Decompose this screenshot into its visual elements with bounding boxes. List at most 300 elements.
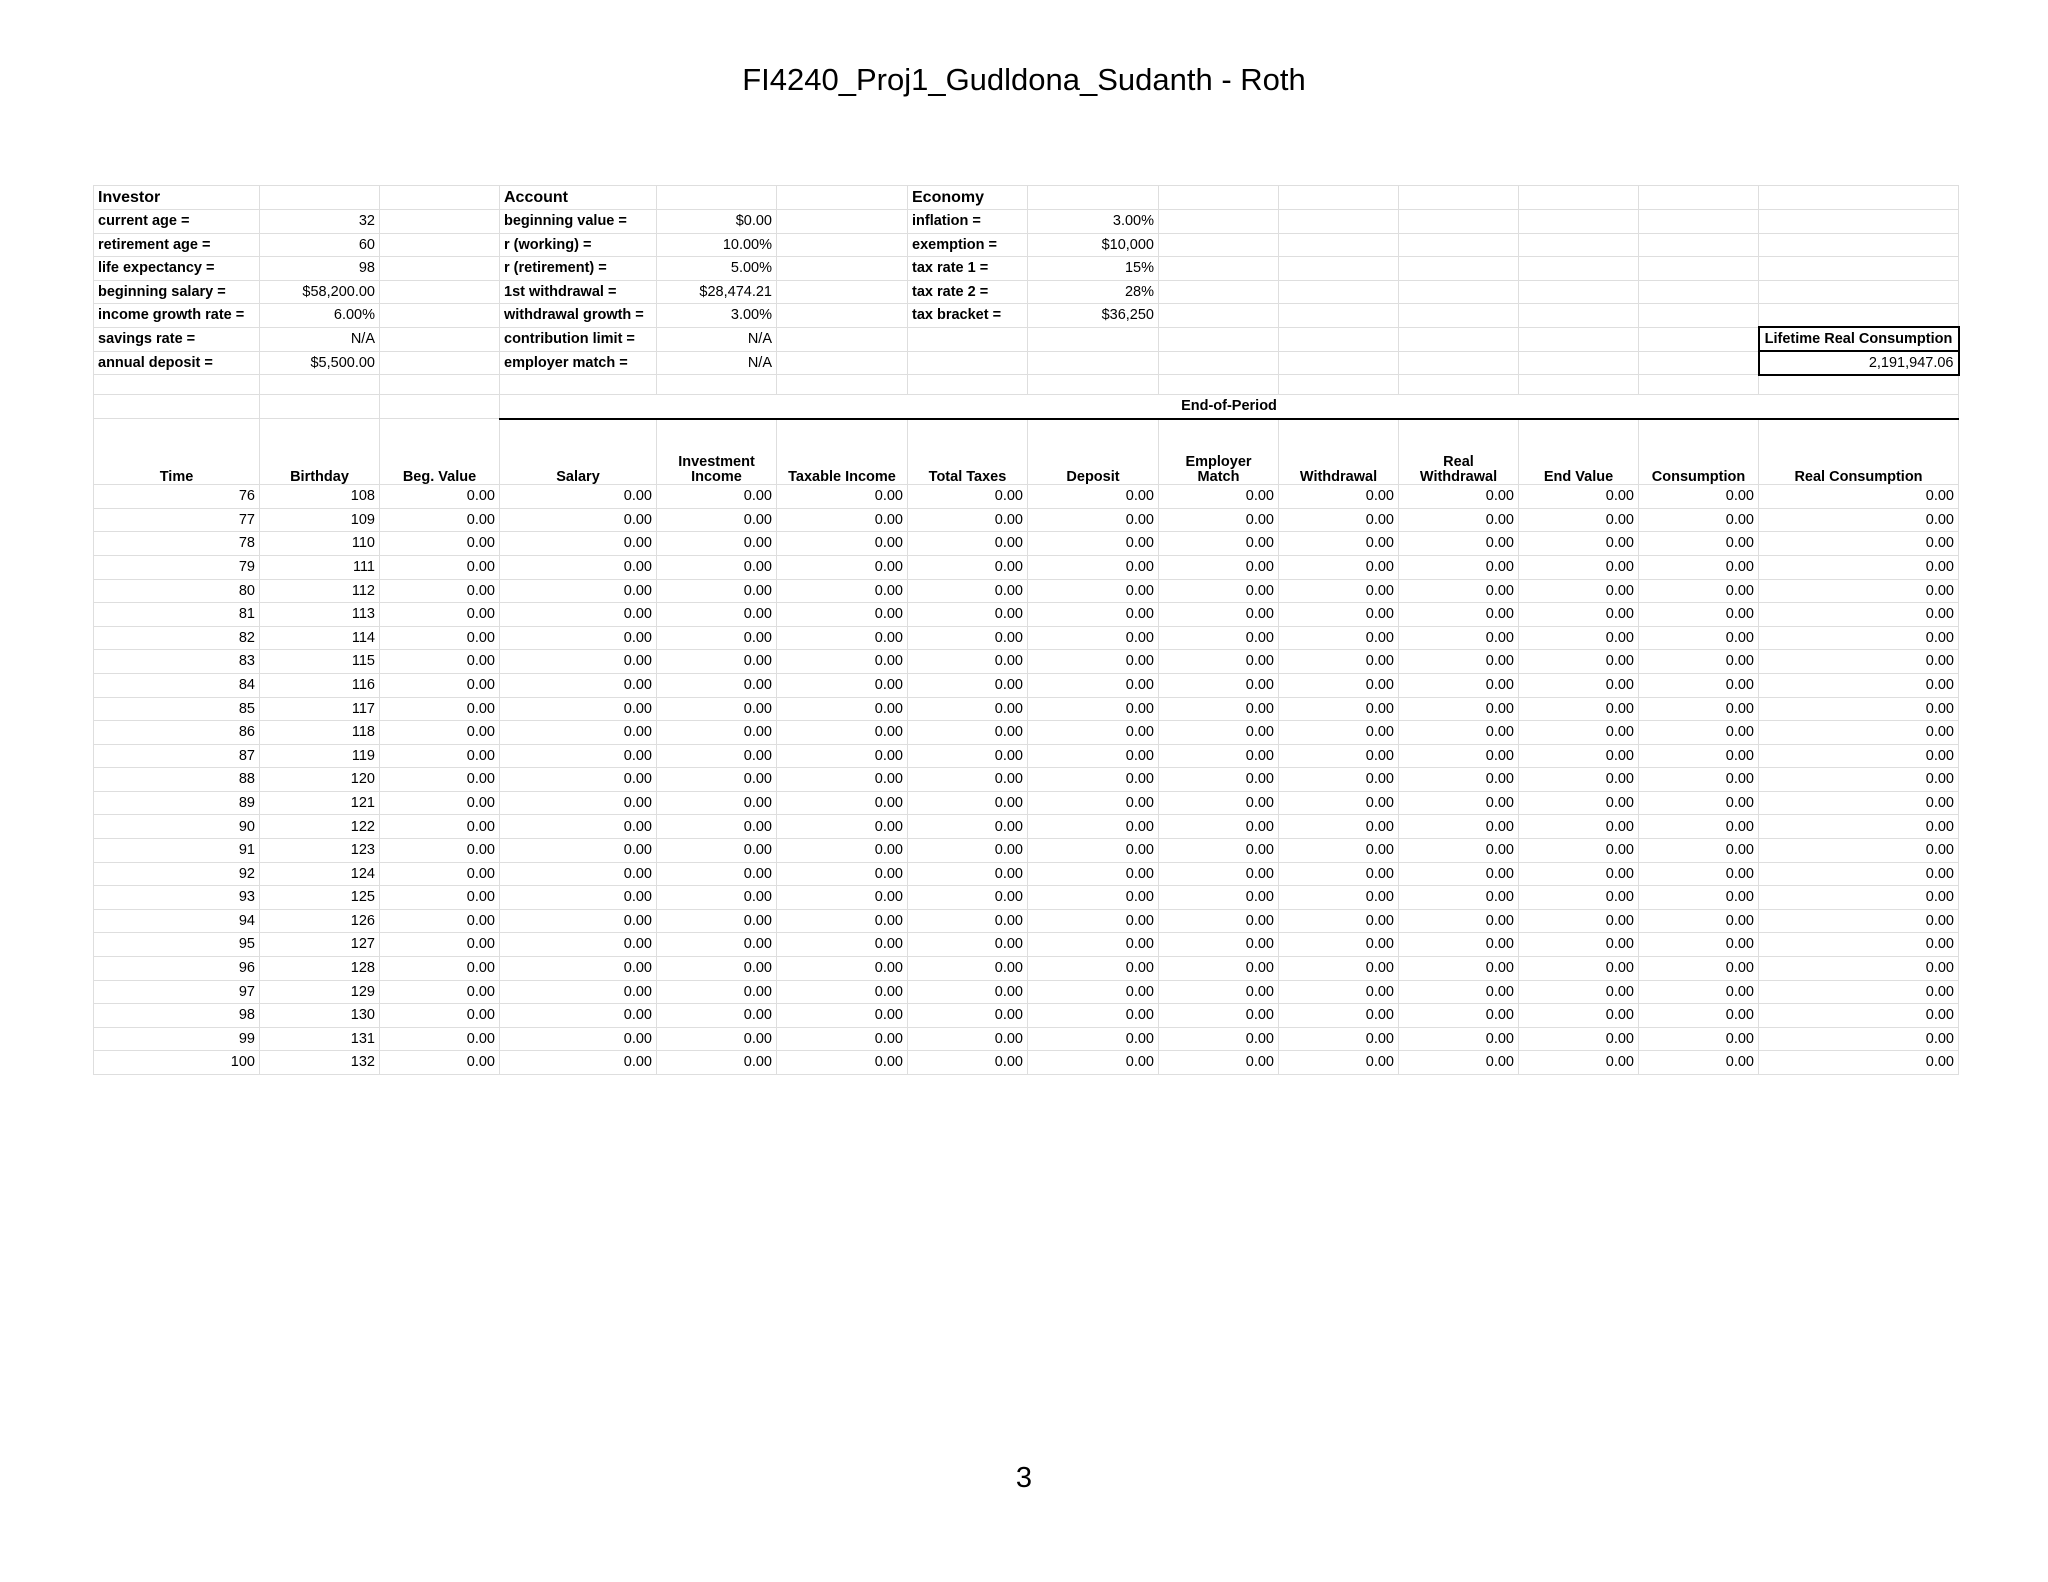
table-cell: 0.00 [777,532,908,556]
table-cell: 0.00 [657,650,777,674]
table-cell: 0.00 [1279,555,1399,579]
table-cell: 0.00 [1639,862,1759,886]
table-cell: 88 [94,768,260,792]
table-cell: 0.00 [1279,791,1399,815]
table-cell: 0.00 [657,886,777,910]
table-cell: 0.00 [380,673,500,697]
empty-cell [777,327,908,351]
empty-cell [1639,233,1759,257]
table-cell: 0.00 [908,768,1028,792]
table-cell: 77 [94,508,260,532]
empty-cell [1639,327,1759,351]
table-cell: 0.00 [1639,1027,1759,1051]
table-cell: 0.00 [1399,579,1519,603]
empty-cell [1159,186,1279,210]
investor-label: life expectancy = [94,257,260,281]
empty-cell [1639,375,1759,395]
table-cell: 0.00 [1279,673,1399,697]
table-cell: 0.00 [908,603,1028,627]
page-number: 3 [1015,1462,1033,1494]
empty-cell [380,327,500,351]
table-cell: 0.00 [1639,839,1759,863]
parameter-row [94,304,1959,328]
table-cell: 0.00 [500,485,657,509]
table-cell: 0.00 [500,1027,657,1051]
column-header-text: Income [691,468,742,485]
table-cell: 0.00 [1519,815,1639,839]
parameter-row [94,280,1959,304]
table-cell: 0.00 [380,862,500,886]
table-cell: 0.00 [1028,839,1159,863]
empty-cell [1399,186,1519,210]
table-cell: 0.00 [1159,768,1279,792]
table-cell: 0.00 [1639,791,1759,815]
column-header-text: Taxable Income [788,468,896,485]
table-cell: 0.00 [1028,673,1159,697]
table-cell: 0.00 [777,579,908,603]
table-cell: 0.00 [1759,508,1959,532]
investor-label: beginning salary = [94,280,260,304]
table-cell: 0.00 [908,744,1028,768]
column-header-text: Investment [678,454,755,471]
table-cell: 0.00 [1759,1027,1959,1051]
table-cell: 0.00 [777,768,908,792]
table-cell: 0.00 [1028,791,1159,815]
table-cell: 0.00 [1519,768,1639,792]
empty-cell [1759,375,1959,395]
empty-cell [1159,304,1279,328]
table-cell: 0.00 [1279,980,1399,1004]
table-cell: 0.00 [777,862,908,886]
table-cell: 0.00 [777,697,908,721]
account-label: employer match = [500,351,657,375]
table-cell: 0.00 [1279,697,1399,721]
table-cell: 82 [94,626,260,650]
table-cell: 0.00 [777,721,908,745]
table-cell: 83 [94,650,260,674]
table-cell: 0.00 [1399,909,1519,933]
empty-cell [1279,375,1399,395]
table-cell: 0.00 [1028,886,1159,910]
table-cell: 0.00 [1519,697,1639,721]
empty-cell [1639,280,1759,304]
table-cell: 0.00 [908,555,1028,579]
table-cell: 0.00 [777,650,908,674]
table-cell: 0.00 [500,626,657,650]
table-cell: 89 [94,791,260,815]
table-cell: 0.00 [1159,933,1279,957]
empty-cell [1519,375,1639,395]
table-cell: 0.00 [1639,532,1759,556]
table-cell: 0.00 [1519,909,1639,933]
table-cell: 0.00 [500,862,657,886]
table-cell: 0.00 [777,815,908,839]
table-cell: 0.00 [1028,862,1159,886]
column-header [657,419,777,485]
account-value: 10.00% [657,233,777,257]
table-cell: 120 [260,768,380,792]
empty-cell [1519,327,1639,351]
table-cell: 0.00 [1159,839,1279,863]
empty-cell [1639,186,1759,210]
economy-label: tax rate 1 = [908,257,1028,281]
table-cell: 124 [260,862,380,886]
column-header-row [94,419,1959,485]
empty-cell [1759,186,1959,210]
empty-cell [1159,280,1279,304]
table-row [94,555,1959,579]
table-cell: 0.00 [1028,768,1159,792]
table-cell: 129 [260,980,380,1004]
table-cell: 0.00 [500,909,657,933]
economy-value: $36,250 [1028,304,1159,328]
table-cell: 0.00 [908,697,1028,721]
column-header [1639,419,1759,485]
table-cell: 0.00 [1159,862,1279,886]
table-cell: 0.00 [1639,650,1759,674]
table-cell: 0.00 [1028,1027,1159,1051]
page-title: FI4240_Proj1_Gudldona_Sudanth - Roth [742,62,1306,97]
economy-value: 28% [1028,280,1159,304]
table-cell: 0.00 [1399,980,1519,1004]
table-cell: 78 [94,532,260,556]
table-cell: 0.00 [1759,744,1959,768]
table-cell: 0.00 [777,626,908,650]
table-cell: 0.00 [657,603,777,627]
table-cell: 123 [260,839,380,863]
column-header-text: Match [1197,468,1240,485]
table-cell: 0.00 [1639,626,1759,650]
economy-value: 15% [1028,257,1159,281]
table-cell: 0.00 [1279,721,1399,745]
table-cell: 0.00 [1279,909,1399,933]
table-cell: 0.00 [908,933,1028,957]
table-row [94,1004,1959,1028]
table-cell: 122 [260,815,380,839]
table-cell: 0.00 [380,555,500,579]
empty-cell [1519,257,1639,281]
table-row [94,626,1959,650]
table-cell: 0.00 [1159,650,1279,674]
table-cell: 0.00 [777,980,908,1004]
table-cell: 0.00 [1159,957,1279,981]
table-cell: 0.00 [380,721,500,745]
table-cell: 0.00 [380,768,500,792]
table-cell: 0.00 [1759,791,1959,815]
column-header [380,419,500,485]
table-cell: 0.00 [657,1051,777,1075]
table-cell: 0.00 [1028,626,1159,650]
table-cell: 0.00 [380,815,500,839]
table-cell: 0.00 [1759,555,1959,579]
column-header-text: Salary [556,468,600,485]
investor-value: 32 [260,210,380,234]
table-cell: 0.00 [380,1051,500,1075]
table-cell: 0.00 [1159,579,1279,603]
table-cell: 0.00 [657,768,777,792]
table-cell: 99 [94,1027,260,1051]
empty-cell [777,280,908,304]
table-cell: 111 [260,555,380,579]
table-cell: 0.00 [777,508,908,532]
investor-value: N/A [260,327,380,351]
table-cell: 0.00 [500,768,657,792]
table-cell: 127 [260,933,380,957]
column-header-text: Real [1443,454,1474,471]
column-header-text: Beg. Value [402,468,477,485]
empty-cell [1279,280,1399,304]
table-cell: 0.00 [908,1051,1028,1075]
table-cell: 92 [94,862,260,886]
table-cell: 0.00 [1028,957,1159,981]
empty-cell [1639,351,1759,375]
table-cell: 0.00 [500,579,657,603]
empty-cell [1519,210,1639,234]
table-row [94,603,1959,627]
empty-cell [1159,375,1279,395]
empty-cell [1399,327,1519,351]
table-cell: 0.00 [908,721,1028,745]
table-cell: 0.00 [1519,980,1639,1004]
table-row [94,508,1959,532]
table-cell: 0.00 [1759,1051,1959,1075]
table-cell: 0.00 [657,839,777,863]
table-cell: 0.00 [1759,579,1959,603]
table-cell: 0.00 [657,626,777,650]
empty-cell [777,210,908,234]
table-cell: 0.00 [380,1027,500,1051]
empty-cell [1159,257,1279,281]
table-cell: 0.00 [500,933,657,957]
table-cell: 0.00 [1279,744,1399,768]
empty-cell [777,375,908,395]
table-row [94,886,1959,910]
column-header-text: Real Consumption [1794,468,1923,485]
table-cell: 0.00 [500,744,657,768]
empty-cell [657,375,777,395]
table-cell: 0.00 [1028,980,1159,1004]
empty-cell [1519,233,1639,257]
table-cell: 0.00 [500,555,657,579]
empty-cell [1759,257,1959,281]
empty-cell [1399,351,1519,375]
account-value: N/A [657,351,777,375]
empty-cell [1639,210,1759,234]
table-cell: 0.00 [1399,555,1519,579]
table-cell: 0.00 [1159,980,1279,1004]
empty-cell [380,233,500,257]
table-cell: 0.00 [908,862,1028,886]
table-cell: 0.00 [1519,862,1639,886]
table-cell: 0.00 [1279,485,1399,509]
table-cell: 0.00 [1159,508,1279,532]
empty-cell [908,351,1028,375]
table-row [94,1051,1959,1075]
empty-cell [1759,233,1959,257]
table-row [94,650,1959,674]
table-cell: 0.00 [1639,697,1759,721]
empty-cell [1639,304,1759,328]
table-cell: 131 [260,1027,380,1051]
table-cell: 0.00 [1519,744,1639,768]
economy-label: tax bracket = [908,304,1028,328]
table-cell: 0.00 [908,886,1028,910]
economy-label: exemption = [908,233,1028,257]
table-cell: 0.00 [1639,744,1759,768]
account-label: withdrawal growth = [500,304,657,328]
empty-cell [1159,210,1279,234]
account-value: 5.00% [657,257,777,281]
table-cell: 0.00 [1519,839,1639,863]
table-cell: 0.00 [1159,555,1279,579]
table-cell: 0.00 [1279,1027,1399,1051]
table-row [94,933,1959,957]
table-cell: 0.00 [657,862,777,886]
empty-cell [1519,280,1639,304]
table-cell: 0.00 [1519,579,1639,603]
empty-cell [94,375,260,395]
table-cell: 0.00 [1519,886,1639,910]
empty-cell [908,327,1028,351]
table-row [94,909,1959,933]
table-cell: 0.00 [1519,673,1639,697]
table-cell: 0.00 [1159,886,1279,910]
table-cell: 0.00 [380,508,500,532]
table-cell: 126 [260,909,380,933]
table-cell: 0.00 [1279,1004,1399,1028]
empty-cell [380,210,500,234]
parameter-row [94,351,1959,375]
table-cell: 0.00 [908,673,1028,697]
table-cell: 0.00 [1279,650,1399,674]
table-cell: 0.00 [1759,673,1959,697]
empty-cell [1279,351,1399,375]
table-cell: 0.00 [500,791,657,815]
table-cell: 0.00 [908,532,1028,556]
table-cell: 0.00 [500,1051,657,1075]
table-cell: 0.00 [1639,768,1759,792]
table-cell: 0.00 [908,909,1028,933]
table-cell: 0.00 [657,555,777,579]
table-cell: 0.00 [1028,508,1159,532]
table-cell: 0.00 [380,839,500,863]
table-cell: 0.00 [777,1051,908,1075]
table-cell: 0.00 [1159,697,1279,721]
table-cell: 0.00 [380,697,500,721]
table-cell: 0.00 [1639,508,1759,532]
table-cell: 0.00 [380,1004,500,1028]
economy-label: tax rate 2 = [908,280,1028,304]
empty-cell [1159,351,1279,375]
empty-cell [1279,257,1399,281]
table-cell: 0.00 [657,721,777,745]
investor-value: 98 [260,257,380,281]
table-cell: 113 [260,603,380,627]
table-cell: 0.00 [380,909,500,933]
investor-label: income growth rate = [94,304,260,328]
table-cell: 119 [260,744,380,768]
table-cell: 0.00 [777,744,908,768]
table-cell: 0.00 [1279,532,1399,556]
economy-header: Economy [908,186,1028,210]
economy-label: inflation = [908,210,1028,234]
table-cell: 0.00 [1759,886,1959,910]
table-cell: 79 [94,555,260,579]
table-cell: 121 [260,791,380,815]
table-cell: 0.00 [1759,839,1959,863]
empty-cell [260,375,380,395]
empty-cell [380,351,500,375]
table-cell: 108 [260,485,380,509]
table-cell: 0.00 [908,957,1028,981]
table-cell: 0.00 [777,555,908,579]
table-cell: 0.00 [1639,933,1759,957]
empty-cell [500,375,657,395]
account-value: $28,474.21 [657,280,777,304]
table-cell: 0.00 [1399,1004,1519,1028]
table-cell: 0.00 [1159,532,1279,556]
empty-cell [1159,233,1279,257]
table-cell: 0.00 [1519,508,1639,532]
table-cell: 0.00 [908,650,1028,674]
table-cell: 0.00 [1519,1004,1639,1028]
table-cell: 0.00 [1399,721,1519,745]
empty-cell [777,351,908,375]
end-of-period-row [94,395,1959,419]
column-header-text: Total Taxes [928,468,1007,485]
economy-value: 3.00% [1028,210,1159,234]
table-cell: 0.00 [1159,485,1279,509]
empty-cell [380,304,500,328]
empty-cell [1759,280,1959,304]
table-cell: 0.00 [1399,886,1519,910]
table-row [94,957,1959,981]
table-cell: 0.00 [1399,933,1519,957]
table-cell: 125 [260,886,380,910]
column-header [908,419,1028,485]
table-cell: 0.00 [1028,721,1159,745]
table-cell: 0.00 [657,815,777,839]
empty-cell [1279,233,1399,257]
table-cell: 0.00 [657,1027,777,1051]
account-value: 3.00% [657,304,777,328]
table-cell: 0.00 [380,579,500,603]
table-cell: 0.00 [1279,579,1399,603]
table-cell: 0.00 [1028,485,1159,509]
table-row [94,673,1959,697]
table-cell: 0.00 [1279,886,1399,910]
investor-value: 60 [260,233,380,257]
empty-cell [777,304,908,328]
column-header [1279,419,1399,485]
table-cell: 0.00 [1519,721,1639,745]
empty-cell [777,257,908,281]
table-cell: 117 [260,697,380,721]
table-cell: 0.00 [777,1004,908,1028]
column-header-text: Withdrawal [1299,468,1378,485]
table-cell: 96 [94,957,260,981]
empty-cell [1759,304,1959,328]
table-cell: 0.00 [1279,768,1399,792]
table-cell: 0.00 [380,626,500,650]
empty-cell [1279,327,1399,351]
table-cell: 0.00 [777,673,908,697]
table-cell: 0.00 [1759,721,1959,745]
account-label: contribution limit = [500,327,657,351]
column-header-text: Time [159,468,194,485]
column-header [1399,419,1519,485]
table-cell: 0.00 [1028,933,1159,957]
